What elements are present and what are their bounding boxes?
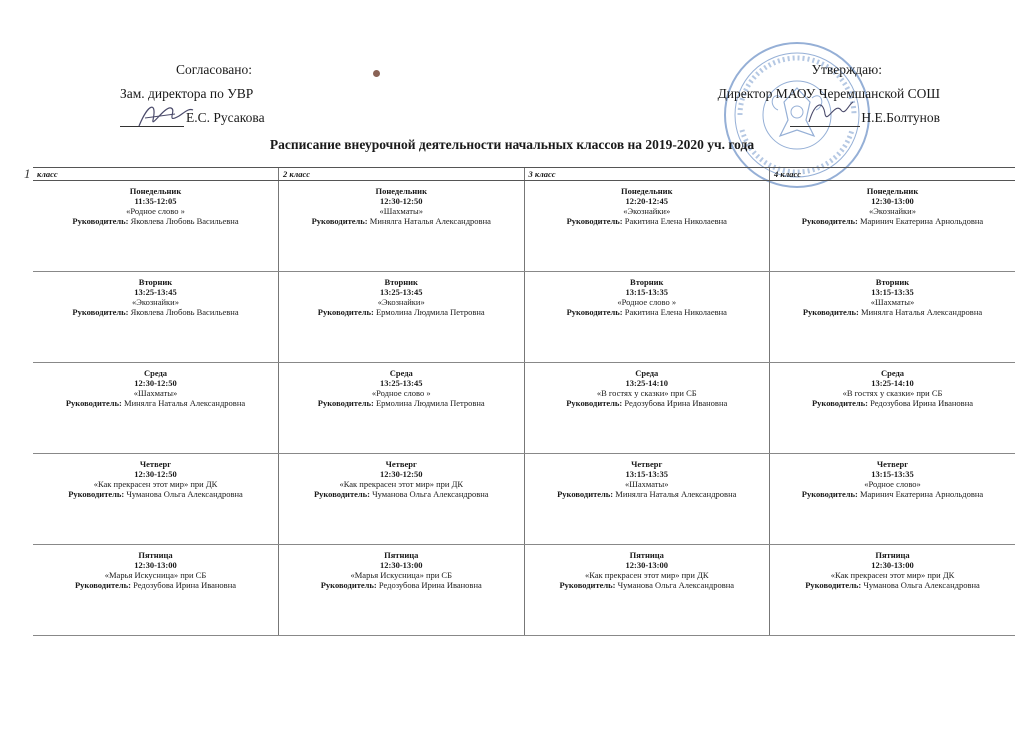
schedule-cell: [279, 272, 525, 363]
activity-label: «Как прекрасен этот мир» при ДК: [93, 479, 218, 489]
activity-label: «Как прекрасен этот мир» при ДК: [830, 570, 955, 580]
schedule-cell: [33, 181, 279, 272]
schedule-cell: [279, 363, 525, 454]
leader-name: Яковлева Любовь Васильевна: [130, 307, 239, 317]
day-label: Вторник: [630, 277, 664, 287]
activity-label: «Как прекрасен этот мир» при ДК: [584, 570, 709, 580]
table-row: [33, 363, 1015, 454]
approval-left-position: Зам. директора по УВР: [120, 86, 254, 101]
day-label: Среда: [389, 368, 413, 378]
table-row: [33, 545, 1015, 636]
time-label: 13:25-14:10: [625, 378, 668, 388]
schedule-cell: [279, 181, 525, 272]
day-label: Среда: [635, 368, 659, 378]
time-label: 13:25-14:10: [871, 378, 914, 388]
schedule-cell: [770, 545, 1016, 636]
handwritten-signature-icon: [135, 98, 195, 134]
leader-label: Руководитель:: [801, 216, 858, 226]
leader-label: Руководитель:: [72, 307, 129, 317]
day-label: Среда: [143, 368, 168, 378]
leader-line: [34, 398, 277, 408]
day-label: Вторник: [384, 277, 418, 287]
leader-line: [280, 489, 523, 499]
leader-name: Редозубова Ирина Ивановна: [624, 398, 728, 408]
schedule-cell: [279, 545, 525, 636]
leader-name: Чуманова Ольга Александровна: [126, 489, 243, 499]
leader-label: Руководитель:: [320, 580, 377, 590]
activity-label: «Марья Искусница» при СБ: [104, 570, 207, 580]
leader-name: Чуманова Ольга Александровна: [372, 489, 489, 499]
leader-name: Минялга Наталья Александровна: [124, 398, 246, 408]
leader-line: [771, 307, 1014, 317]
schedule-cell: [770, 454, 1016, 545]
schedule-cell: [524, 545, 770, 636]
leader-label: Руководитель:: [566, 307, 623, 317]
time-label: 12:20-12:45: [625, 196, 668, 206]
leader-label: Руководитель:: [805, 580, 862, 590]
approval-left-name: Е.С. Русакова: [186, 110, 265, 125]
day-label: Четверг: [385, 459, 417, 469]
leader-line: [771, 398, 1014, 408]
time-label: 12:30-12:50: [380, 469, 423, 479]
schedule-cell: [770, 181, 1016, 272]
column-header: 2 класс: [279, 168, 525, 181]
leader-name: Минялга Наталья Александровна: [861, 307, 983, 317]
day-label: Пятница: [875, 550, 910, 560]
leader-name: Ракитина Елена Николаевна: [624, 307, 727, 317]
time-label: 12:30-13:00: [871, 560, 914, 570]
day-label: Пятница: [384, 550, 419, 560]
leader-label: Руководитель:: [557, 489, 614, 499]
approval-left-heading: Согласовано:: [176, 62, 252, 77]
day-label: Четверг: [631, 459, 663, 469]
schedule-cell: [33, 545, 279, 636]
leader-name: Редозубова Ирина Ивановна: [378, 580, 482, 590]
leader-line: [771, 489, 1014, 499]
leader-name: Ракитина Елена Николаевна: [624, 216, 727, 226]
column-header: 4 класс: [770, 168, 1016, 181]
leader-name: Минялга Наталья Александровна: [369, 216, 491, 226]
leader-name: Маринич Екатерина Арнольдовна: [859, 216, 984, 226]
activity-label: «Экознайки»: [869, 206, 916, 216]
day-label: Вторник: [138, 277, 173, 287]
table-header-row: [33, 168, 1015, 181]
activity-label: «Экознайки»: [377, 297, 425, 307]
director-signature-icon: [805, 96, 855, 130]
activity-label: «Родное слово »: [126, 206, 185, 216]
table-row: [33, 272, 1015, 363]
leader-label: Руководитель:: [802, 307, 859, 317]
schedule-table: [33, 167, 1015, 636]
activity-label: «Экознайки»: [132, 297, 179, 307]
day-label: Среда: [880, 368, 905, 378]
leader-name: Редозубова Ирина Ивановна: [133, 580, 237, 590]
day-label: Вторник: [875, 277, 910, 287]
leader-label: Руководитель:: [72, 216, 129, 226]
schedule-cell: [524, 181, 770, 272]
activity-label: «Шахматы»: [870, 297, 915, 307]
page-title: Расписание внеурочной деятельности начальных классов на 2019-2020 уч. года: [269, 137, 755, 152]
leader-line: [34, 580, 277, 590]
ink-blot: [373, 70, 380, 77]
leader-label: Руководитель:: [317, 398, 374, 408]
approval-right-heading: Утверждаю:: [811, 62, 882, 77]
table-row: [33, 454, 1015, 545]
leader-label: Руководитель:: [566, 398, 623, 408]
day-label: Понедельник: [866, 186, 919, 196]
leader-name: Яковлева Любовь Васильевна: [130, 216, 239, 226]
activity-label: «В гостях у сказки» при СБ: [842, 388, 943, 398]
leader-line: [526, 489, 769, 499]
day-label: Пятница: [629, 550, 664, 560]
margin-mark: 1: [24, 166, 31, 181]
time-label: 12:30-12:50: [134, 469, 177, 479]
activity-label: «Шахматы»: [379, 206, 423, 216]
schedule-cell: [33, 363, 279, 454]
leader-line: [280, 398, 523, 408]
leader-line: [34, 216, 277, 226]
approval-right-position: Директор МАОУ Черемшанской СОШ: [717, 86, 940, 101]
table-row: [33, 181, 1015, 272]
activity-label: «Шахматы»: [625, 479, 669, 489]
column-header: 3 класс: [524, 168, 770, 181]
time-label: 12:30-12:50: [380, 196, 423, 206]
time-label: 12:30-13:00: [625, 560, 668, 570]
leader-name: Минялга Наталья Александровна: [615, 489, 737, 499]
leader-label: Руководитель:: [313, 489, 370, 499]
leader-label: Руководитель:: [74, 580, 132, 590]
leader-label: Руководитель:: [65, 398, 122, 408]
time-label: 13:25-13:45: [134, 287, 177, 297]
column-header: класс: [33, 168, 279, 181]
schedule-cell: [33, 454, 279, 545]
leader-name: Ермолина Людмила Петровна: [375, 307, 485, 317]
activity-label: «В гостях у сказки» при СБ: [596, 388, 697, 398]
time-label: 13:15-13:35: [871, 287, 914, 297]
leader-name: Чуманова Ольга Александровна: [617, 580, 735, 590]
leader-line: [526, 307, 769, 317]
leader-label: Руководитель:: [566, 216, 623, 226]
time-label: 13:15-13:35: [625, 469, 668, 479]
activity-label: «Родное слово »: [617, 297, 677, 307]
activity-label: «Шахматы»: [133, 388, 178, 398]
leader-line: [34, 489, 277, 499]
time-label: 13:15-13:35: [871, 469, 914, 479]
leader-label: Руководитель:: [68, 489, 125, 499]
leader-line: [34, 307, 277, 317]
leader-name: Ермолина Людмила Петровна: [375, 398, 485, 408]
leader-line: [280, 216, 523, 226]
leader-label: Руководитель:: [801, 489, 858, 499]
day-label: Четверг: [139, 459, 172, 469]
leader-name: Маринич Екатерина Арнольдовна: [859, 489, 984, 499]
day-label: Пятница: [138, 550, 173, 560]
day-label: Четверг: [876, 459, 909, 469]
schedule-cell: [524, 363, 770, 454]
leader-line: [771, 580, 1014, 590]
leader-label: Руководитель:: [559, 580, 616, 590]
leader-line: [526, 580, 769, 590]
leader-label: Руководитель:: [311, 216, 368, 226]
leader-line: [526, 398, 769, 408]
time-label: 13:25-13:45: [380, 378, 423, 388]
time-label: 12:30-12:50: [134, 378, 177, 388]
activity-label: «Марья Искусница» при СБ: [350, 570, 452, 580]
activity-label: «Родное слово »: [371, 388, 431, 398]
schedule-cell: [770, 272, 1016, 363]
time-label: 13:15-13:35: [625, 287, 668, 297]
time-label: 12:30-13:00: [134, 560, 177, 570]
day-label: Понедельник: [129, 186, 182, 196]
activity-label: «Родное слово»: [864, 479, 921, 489]
leader-line: [280, 307, 523, 317]
leader-line: [280, 580, 523, 590]
schedule-cell: [524, 454, 770, 545]
time-label: 11:35-12:05: [134, 196, 177, 206]
schedule-cell: [279, 454, 525, 545]
leader-line: [771, 216, 1014, 226]
day-label: Понедельник: [375, 186, 427, 196]
time-label: 12:30-13:00: [380, 560, 423, 570]
approval-right-name: Н.Е.Болтунов: [861, 110, 940, 125]
leader-label: Руководитель:: [317, 307, 374, 317]
schedule-cell: [33, 272, 279, 363]
activity-label: «Как прекрасен этот мир» при ДК: [339, 479, 464, 489]
time-label: 13:25-13:45: [380, 287, 423, 297]
activity-label: «Экознайки»: [623, 206, 671, 216]
leader-name: Редозубова Ирина Ивановна: [870, 398, 974, 408]
leader-label: Руководитель:: [811, 398, 869, 408]
time-label: 12:30-13:00: [871, 196, 914, 206]
schedule-cell: [524, 272, 770, 363]
leader-line: [526, 216, 769, 226]
schedule-cell: [770, 363, 1016, 454]
day-label: Понедельник: [621, 186, 673, 196]
leader-name: Чуманова Ольга Александровна: [863, 580, 980, 590]
